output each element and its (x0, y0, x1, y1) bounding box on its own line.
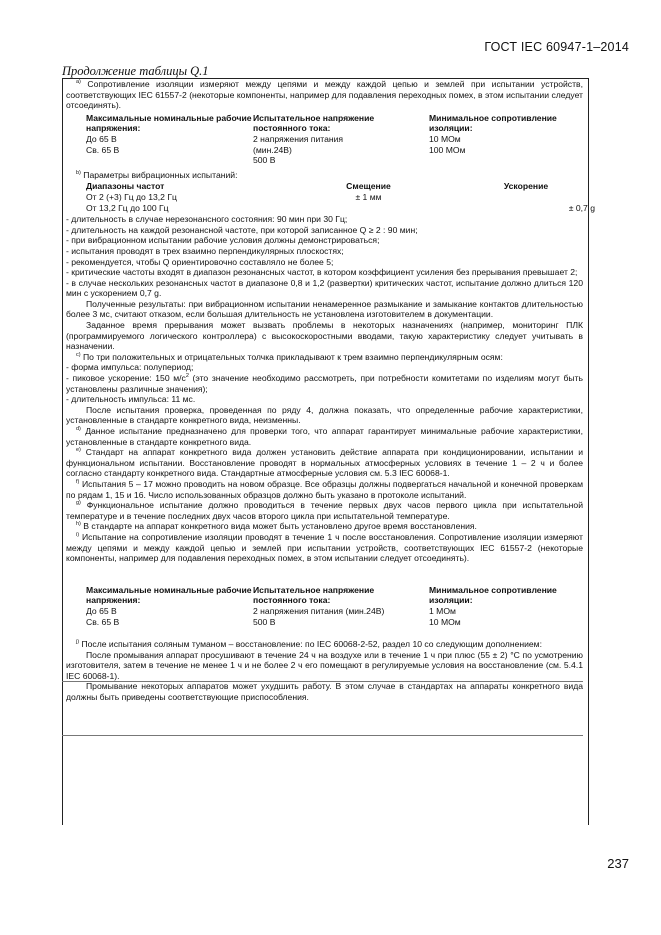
table-caption: Продолжение таблицы Q.1 (62, 64, 209, 78)
t1-cell: До 65 В (86, 133, 117, 144)
t2-cell: Св. 65 В (86, 616, 120, 627)
shock-line: - пиковое ускорение: 150 $м/с^2$ (это значение необходимо рассмотреть, при потребности комитетами по изделиям могут быть установлены различные значения); (66, 373, 583, 394)
note-e: $^{e)}$ Стандарт на аппарат конкретного вида должен установить действие аппарата при кондиционировании, испытании и функциональном испытании. Восстановление проводят в нормальных атмосферных условиях в течение 1 – 2 ч и более согласно стандарту конкретного вида. Стандартные атмосферные условия см. 5.3 IEC 60068-1. (66, 447, 583, 479)
para-interrupt: Заданное время прерывания может вызвать проблемы в некоторых назначениях (например, мониторинг ПЛК (программируемого логического контроллера) с высокоскоростными вводами, такую характеристику следует учитывать в назначении. (66, 320, 583, 352)
t2-cell: До 65 В (86, 605, 117, 616)
t1-cell: (мин.24В) (253, 144, 292, 155)
t2-cell: 500 В (253, 616, 276, 627)
t2-header-voltage: Максимальные номинальные рабочие напряжения: (86, 584, 252, 606)
t1-header-resistance: Минимальное сопротивление изоляции: (429, 112, 557, 134)
vib-line: - испытания проводят в трех взаимно перпендикулярных плоскостях; (66, 245, 344, 256)
t1-cell (429, 155, 589, 166)
vibration-table (86, 181, 595, 213)
note-i: $^{i)}$ Испытание на сопротивление изоляции проводят в течение 1 ч после восстановления. Сопротивление изоляции измеряют между цепями и между каждой цепью и землей при испытании устройств, соответствующих IEC 61557-2 (некоторые компоненты, например для подавления переходных помех, в этом испытании следует отсоединять). (66, 531, 583, 564)
t1-header-test-voltage: Испытательное напряжение постоянного тока: (253, 112, 375, 134)
page-number: 237 (607, 856, 629, 871)
note-j: $^{j)}$ После испытания соляным туманом – восстановление: по IEC 60068-2-52, раздел 10 со следующим дополнением: (76, 639, 542, 650)
vib-cell: ± 1 мм (355, 191, 382, 202)
vib-header-acceleration: Ускорение (503, 181, 549, 192)
t2-cell: 2 напряжения питания (мин.24В) (253, 605, 385, 616)
t1-cell: 100 МОм (429, 144, 466, 155)
t2-header-resistance: Минимальное сопротивление изоляции: (429, 584, 557, 606)
para-final: Промывание некоторых аппаратов может ухудшить работу. В этом случае в стандартах на аппараты конкретного вида должны быть приведены соответствующие приспособления. (66, 681, 583, 703)
vib-line: - длительность на каждой резонансной частоте, при которой записанное Q ≥ 2 : 90 мин; (66, 224, 418, 235)
vib-line: - в случае нескольких резонансных частот в диапазоне 0,8 и 1,2 (развертки) критических частот, испытание должно длиться 120 мин с ускорением 0,7 g. (66, 277, 583, 299)
note-h: $^{h)}$ В стандарте на аппарат конкретного вида может быть установлено другое время восстановления. (76, 521, 477, 532)
insulation-table-2 (86, 585, 583, 627)
vib-cell (451, 192, 601, 203)
note-c: $^{c)}$ По три положительных и отрицательных толчка прикладывают к трем взаимно перпендикулярным осям: (76, 351, 503, 362)
note-a: $^{a)}$ Сопротивление изоляции измеряют между цепями и между каждой цепью и землей при испытании устройств, соответствующих IEC 61557-2 (некоторые компоненты, например для подавления переходных помех, в этом испытании следует отсоединять). (66, 79, 583, 111)
vib-cell: От 2 (+3) Гц до 13,2 Гц (86, 191, 177, 202)
para-check: После испытания проверка, проведенная по ряду 4, должна показать, что определенные рабочие характеристики, установленные в стандарте конкретного вида, неизменны. (66, 404, 583, 426)
note-f: $^{f)}$ Испытания 5 – 17 можно проводить на новом образце. Все образцы должны подвергаться начальной и конечной проверкам по рядам 1, 15 и 16. Число использованных образцов должно быть указано в протоколе испытаний. (66, 478, 583, 500)
t1-cell (86, 155, 253, 166)
vib-header-freq: Диапазоны частот (86, 181, 165, 192)
t2-cell: 10 МОм (429, 616, 461, 627)
vib-cell: ± 0,7 g (568, 202, 595, 213)
note-d: $^{d)}$ Данное испытание предназначено для проверки того, что аппарат гарантирует минимальные рабочие характеристики, установленные в стандарте конкретного вида. (66, 426, 583, 447)
table-2-band (62, 681, 583, 736)
vib-cell: От 13,2 Гц до 100 Гц (86, 202, 169, 213)
t2-header-test-voltage: Испытательное напряжение постоянного тока: (253, 584, 375, 606)
document-header: ГОСТ IEC 60947-1–2014 (484, 40, 629, 54)
vib-line: - при вибрационном испытании рабочие условия должны демонстрироваться; (66, 235, 380, 246)
shock-line: - длительность импульса: 11 мс. (66, 394, 196, 405)
shock-line: - форма импульса: полупериод; (66, 362, 194, 373)
note-g: $^{g)}$ Функциональное испытание должно проводиться в течение первых двух часов первого цикла при испытательной температуре и в течение последних двух часов второго цикла при испытательной температуре. (66, 500, 583, 521)
t1-cell: Св. 65 В (86, 144, 120, 155)
t2-cell: 1 МОм (429, 605, 456, 616)
para-wash: После промывания аппарат просушивают в течение 24 ч на воздухе или в течение 1 ч при плюс (55 ± 2) °С по усмотрению изготовителя, затем в течение не менее 1 ч и не более 2 ч его помещают в регулируемые условия на восстановление (см. 5.4.1 IEC 60068-1). (66, 649, 583, 681)
vib-line: - длительность в случае нерезонансного состояния: 90 мин при 30 Гц; (66, 214, 348, 225)
vib-line: - критические частоты входят в диапазон резонансных частот, в котором коэффициент усиления без прерывания превышает 2; (66, 267, 578, 278)
t1-cell: 500 В (253, 155, 276, 166)
t1-header-voltage: Максимальные номинальные рабочие напряжения: (86, 112, 252, 134)
table-content (66, 79, 595, 703)
t1-cell: 10 МОм (429, 133, 461, 144)
note-b: $^{b)}$ Параметры вибрационных испытаний: (76, 169, 238, 180)
para-results: Полученные результаты: при вибрационном испытании ненамеренное размыкание и замыкание контактов длительностью более 3 мс, считают отказом, если большая длительность не установлена изготовителем в документации. (66, 298, 583, 320)
vib-line: - рекомендуется, чтобы Q ориентировочно составляло не более 5; (66, 256, 334, 267)
insulation-table-1 (86, 113, 583, 166)
vib-cell (286, 203, 451, 214)
t1-cell: 2 напряжения питания (253, 133, 344, 144)
vib-header-displacement: Смещение (346, 181, 391, 192)
